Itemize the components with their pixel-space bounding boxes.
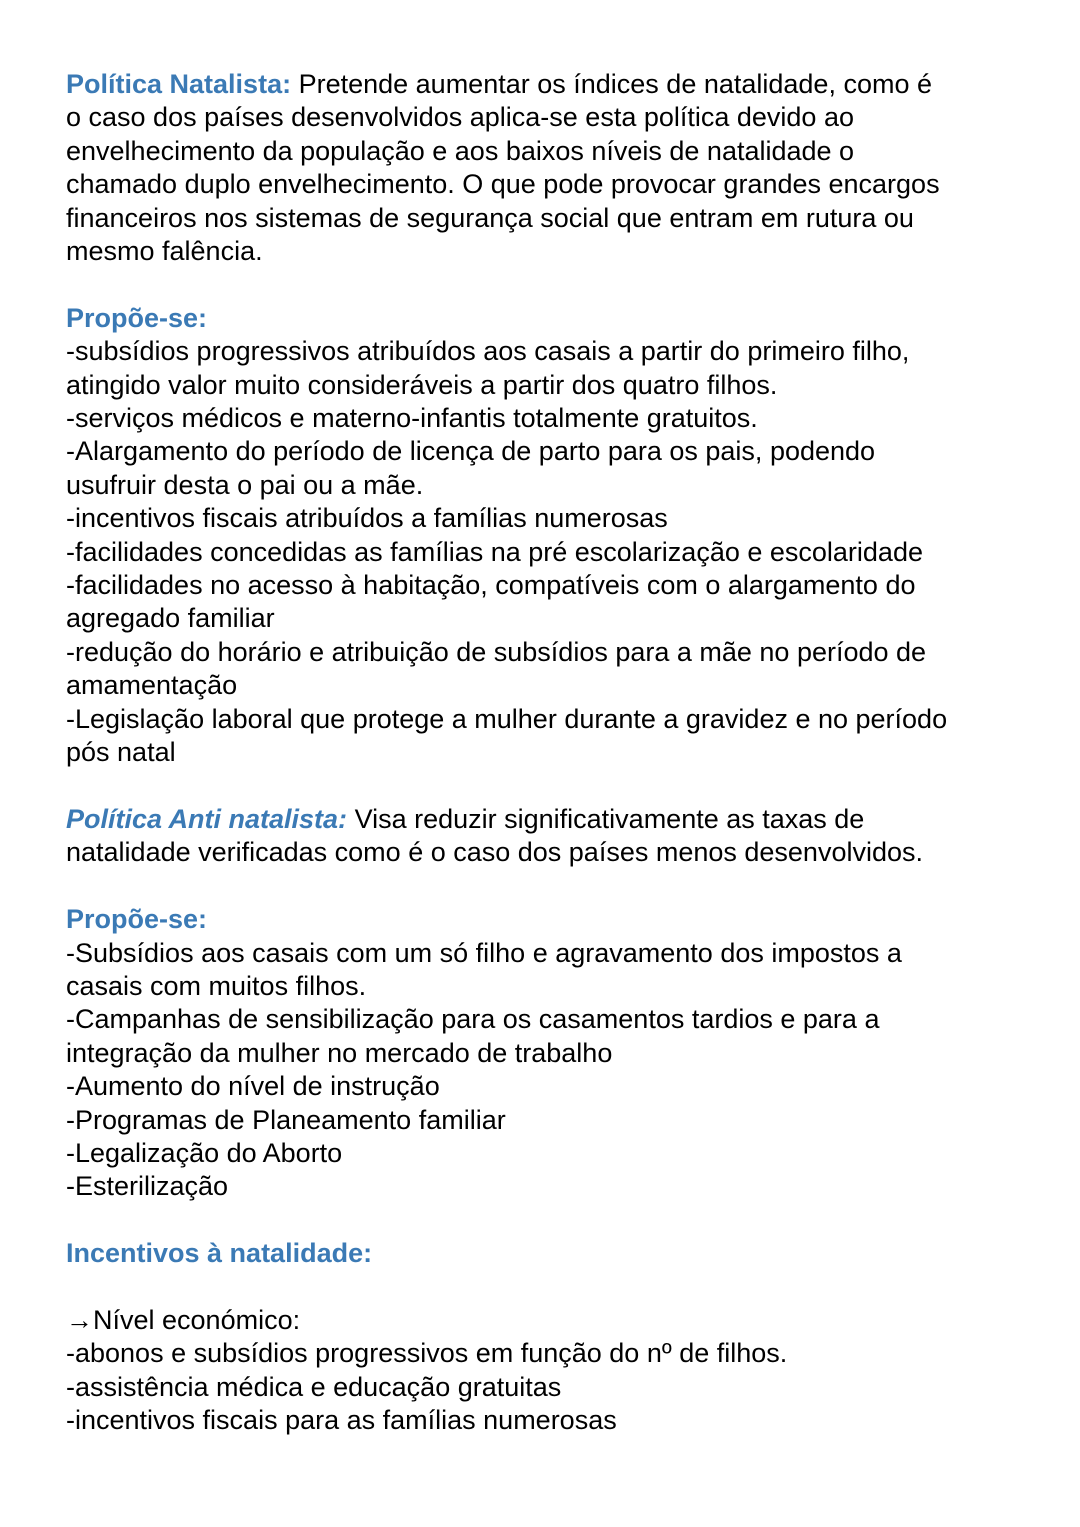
paragraph-line: envelhecimento da população e aos baixos níveis de natalidade o	[66, 135, 855, 166]
list-line: -abonos e subsídios progressivos em função do nº de filhos.	[66, 1338, 788, 1369]
natalista-heading: Política Natalista:	[66, 69, 292, 99]
list-line: -redução do horário e atribuição de subsídios para a mãe no período de	[66, 636, 927, 667]
natalista-section	[66, 68, 1020, 268]
list-line: atingido valor muito consideráveis a partir dos quatro filhos.	[66, 369, 778, 400]
spacer	[66, 1204, 1020, 1237]
propoe-heading: Propõe-se:	[66, 904, 208, 935]
incentivos-section	[66, 1237, 1020, 1437]
list-line: -Legislação laboral que protege a mulher durante a gravidez e no período	[66, 703, 948, 734]
list-line: -subsídios progressivos atribuídos aos casais a partir do primeiro filho,	[66, 336, 910, 367]
antinatalista-first-line	[66, 803, 1020, 836]
spacer	[66, 268, 1020, 301]
list-line: -facilidades no acesso à habitação, compatíveis com o alargamento do	[66, 570, 916, 601]
list-line: agregado familiar	[66, 603, 275, 634]
list-line: -Subsídios aos casais com um só filho e agravamento dos impostos a	[66, 937, 902, 968]
list-line: -incentivos fiscais para as famílias numerosas	[66, 1405, 617, 1436]
paragraph-line: chamado duplo envelhecimento. O que pode provocar grandes encargos	[66, 169, 940, 200]
natalista-first-line	[66, 68, 1020, 101]
list-line: -serviços médicos e materno-infantis totalmente gratuitos.	[66, 403, 758, 434]
paragraph-line: natalidade verificadas como é o caso dos países menos desenvolvidos.	[66, 837, 923, 868]
list-line: -Alargamento do período de licença de parto para os pais, podendo	[66, 436, 876, 467]
list-line: -incentivos fiscais atribuídos a famílias numerosas	[66, 503, 668, 534]
list-line: amamentação	[66, 670, 238, 701]
list-line: -Esterilização	[66, 1171, 229, 1202]
list-line: -Programas de Planeamento familiar	[66, 1104, 506, 1135]
list-line: casais com muitos filhos.	[66, 970, 367, 1001]
spacer	[66, 770, 1020, 803]
spacer	[66, 870, 1020, 903]
antinatalista-heading: Política Anti natalista:	[66, 803, 348, 834]
paragraph-line: Visa reduzir significativamente as taxas de	[347, 803, 865, 834]
spacer	[66, 1271, 1020, 1304]
propoe-heading: Propõe-se:	[66, 302, 208, 333]
list-line: →Nível económico:	[66, 1304, 301, 1335]
list-line: -Campanhas de sensibilização para os casamentos tardios e para a	[66, 1004, 880, 1035]
list-line: -Legalização do Aborto	[66, 1137, 343, 1168]
list-line: usufruir desta o pai ou a mãe.	[66, 469, 424, 500]
propoe-antinatalista-section	[66, 903, 1020, 1204]
list-line: -Aumento do nível de instrução	[66, 1071, 440, 1102]
list-line: -assistência médica e educação gratuitas	[66, 1371, 562, 1402]
propoe-natalista-section	[66, 302, 1020, 770]
incentivos-heading: Incentivos à natalidade:	[66, 1238, 373, 1269]
antinatalista-section	[66, 803, 1020, 870]
paragraph-line: mesmo falência.	[66, 236, 263, 267]
list-line: integração da mulher no mercado de trabalho	[66, 1037, 613, 1068]
paragraph-line: Pretende aumentar os índices de natalidade, como é	[291, 69, 932, 99]
list-line: pós natal	[66, 737, 176, 768]
paragraph-line: financeiros nos sistemas de segurança social que entram em rutura ou	[66, 202, 914, 233]
paragraph-line: o caso dos países desenvolvidos aplica-se esta política devido ao	[66, 102, 854, 133]
list-line: -facilidades concedidas as famílias na pré escolarização e escolaridade	[66, 536, 923, 567]
